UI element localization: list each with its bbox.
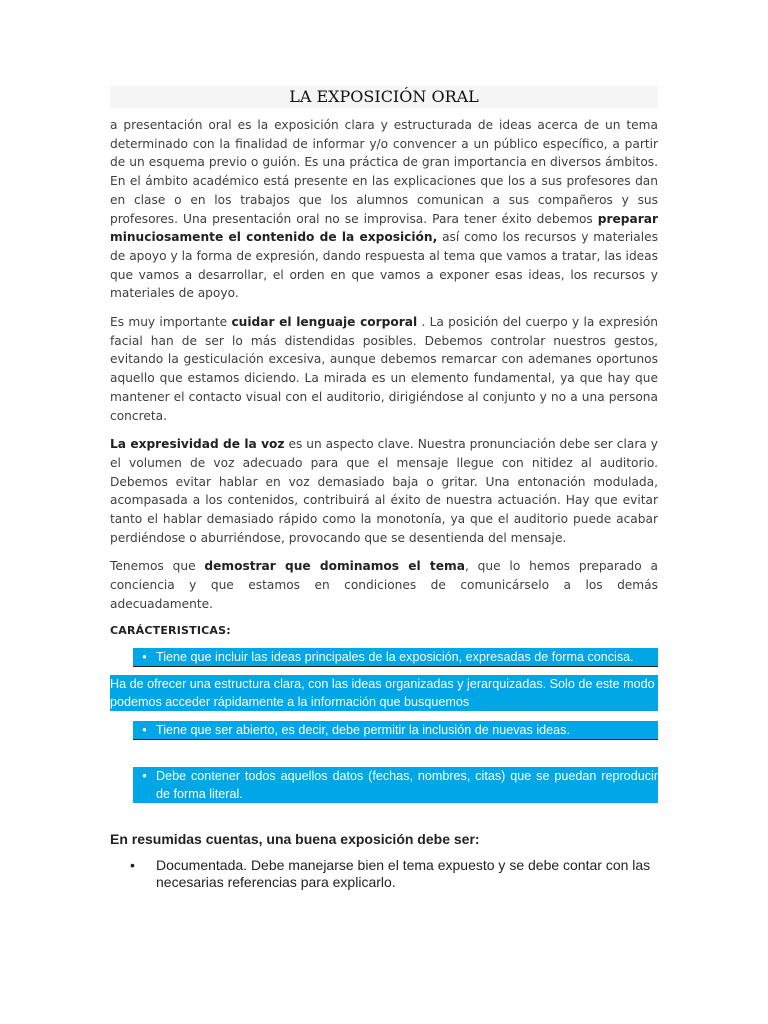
characteristic-item-2: Ha de ofrecer una estructura clara, con las ideas organizadas y jerarquizadas. Solo de este modo podemos acceder rápidamente a la información que busquemos [110, 675, 658, 711]
characteristics-heading: CARÁCTERISTICAS: [110, 623, 231, 637]
bullet-icon: • [130, 856, 135, 873]
document-page [110, 86, 658, 891]
intro-text-1: a presentación oral es la exposición clara y estructurada de ideas acerca de un tema determinado con la finalidad de informar y/o convencer a un público específico, a partir de un esquema previo o guión. Es una práctica de gran importancia en diversos ámbitos. En el ámbito académico está presente en las explicaciones que los a sus profesores dan en clase o en los trabajos que los alumnos comunican a sus compañeros y sus profesores. Una presentación oral no se improvisa. Para tener éxito debemos [110, 118, 658, 226]
paragraph-mastery [110, 557, 658, 613]
document-title: LA EXPOSICIÓN ORAL [110, 86, 658, 108]
body-language-bold: cuidar el lenguaje corporal [231, 315, 418, 330]
summary-heading: En resumidas cuentas, una buena exposición debe ser: [110, 830, 480, 847]
voice-text: es un aspecto clave. Nuestra pronunciación debe ser clara y el volumen de voz adecuado para que el mensaje llegue con nitidez al auditorio. Debemos evitar hablar en voz demasiado baja o gritar. Una entonación modulada, acompasada a los contenidos, contribuirá al éxito de nuestra actuación. Hay que evitar tanto el hablar demasiado rápido como la monotonía, ya que el auditorio puede acabar perdiéndose o aburriéndose, provocando que se desentienda del mensaje. [110, 437, 658, 545]
bullet-icon: • [142, 649, 147, 664]
paragraph-voice [110, 435, 658, 547]
characteristic-item-4-text: Debe contener todos aquellos datos (fechas, nombres, citas) que se puedan reproducir de forma literal. [156, 768, 658, 801]
characteristic-item-3 [133, 721, 658, 739]
characteristic-item-4 [133, 767, 658, 803]
paragraph-body-language [110, 313, 658, 425]
body-language-text-2: . La posición del cuerpo y la expresión facial han de ser lo más distendidas posibles. Debemos controlar nuestros gestos, evitando la gesticulación excesiva, aunque debemos remarcar con ademanes oportunos aquello que estamos diciendo. La mirada es un elemento fundamental, ya que hay que mantener el contacto visual con el auditorio, dirigiéndose al conjunto y no a una persona concreta. [110, 315, 658, 423]
characteristic-item-1 [133, 648, 658, 666]
mastery-text-2: , que lo hemos preparado a conciencia y que estamos en condiciones de comunicárselo a los demás adecuadamente. [110, 559, 658, 611]
bullet-icon: • [142, 722, 147, 737]
mastery-text-1: Tenemos que [110, 559, 205, 574]
characteristic-item-3-text: Tiene que ser abierto, es decir, debe permitir la inclusión de nuevas ideas. [156, 722, 570, 737]
summary-item [110, 857, 658, 891]
characteristic-item-1-text: Tiene que incluir las ideas principales de la exposición, expresadas de forma concisa. [156, 649, 634, 664]
voice-bold: La expresividad de la voz [110, 437, 285, 452]
summary-item-text: Documentada. Debe manejarse bien el tema expuesto y se debe contar con las necesarias referencias para explicarlo. [156, 856, 651, 890]
bullet-icon: • [142, 768, 147, 783]
intro-text-2: así como los recursos y materiales de apoyo y la forma de expresión, dando respuesta al tema que vamos a tratar, las ideas que vamos a desarrollar, el orden en que vamos a exponer esas ideas, los recursos y materiales de apoyo. [110, 230, 659, 301]
intro-bold: preparar minuciosamente el contenido de la exposición, [110, 211, 658, 245]
summary-list [110, 857, 658, 891]
mastery-bold: demostrar que dominamos el tema [204, 559, 465, 574]
paragraph-intro [110, 116, 658, 303]
body-language-text-1: Es muy importante [110, 315, 232, 330]
